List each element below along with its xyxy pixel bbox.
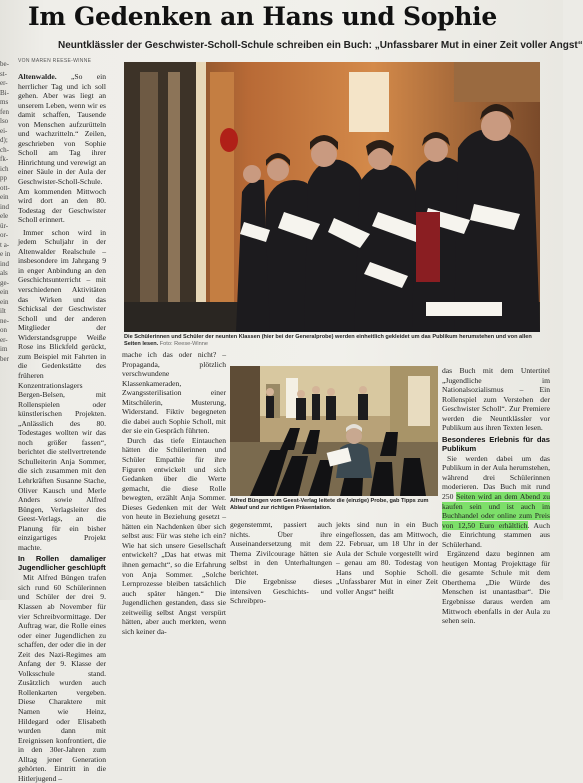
body-paragraph-6: Die Ergebnisse dieses intensiven Geschichts- und Schreibpro-: [230, 577, 332, 606]
cropped-left-column: be- st- er- Bi- ms fen lso ei- d); ch- fk- ich pp ott- ein ind ele ür- or- t a- e in ind als ge- ein ein ilt ne- on er- im ber: [0, 60, 11, 363]
article-column-4: [336, 520, 438, 600]
main-photo: [124, 62, 540, 332]
lead-text: „So ein herrlicher Tag und ich soll gehen. Aber was liegt an unserem Leben, wenn wir es damit schaffen, Tausende von Menschen aufzurütteln und wachzritteln.“ Zeilen, geschrieben von Sophie Scholl am Tag ihrer Hinrichtung und verewigt an einer Säule in der Aula der Geschwister-Scholl-Schule. Am kommenden Mittwoch wird dort an den 80. Todestag der Geschwister Scholl erinnert.: [18, 72, 106, 225]
body-paragraph-3: mache ich das oder nicht? – Propaganda, plötzlich verschwundene Klassenkameraden, Zwangssterilisation einer Mitschülerin, Musterung, Widerstand. Fiktiv begegneten die dabei auch Sophie Scholl, mit der sie ein Gespräch führten.: [122, 350, 226, 436]
body-paragraph-8: das Buch mit dem Untertitel „Jugendliche im Nationalsozialismus – Ein Rollenspiel zum Verstehen der Geschwister Scholl“. Zur Premiere werden die Neuntklässler vor Publikum aus ihren Texten lesen.: [442, 366, 550, 433]
section-heading-1: In Rollen damaliger Jugendlicher geschlüpft: [18, 554, 106, 573]
rehearsal-photo-caption: [230, 498, 440, 512]
body-paragraph-10: Ergänzend dazu beginnen am heutigen Montag Projekttage für die gesamte Schule mit dem Oberthema „Die Würde des Menschen ist unantastbar“. Die Ergebnisse daraus werden am Mittwoch ebenfalls in der Aula zu sehen sein.: [442, 549, 550, 626]
lead-place: Altenwalde.: [18, 72, 57, 81]
body-paragraph-9a: Sie werden dabei um das Publikum in der Aula herumstehen, während drei Schülerinnen moderieren. Das Buch mit rund 250: [442, 453, 550, 502]
body-paragraph-2: Mit Alfred Büngen trafen sich rund 60 Schülerinnen und Schüler der drei 9. Klassen ab November für vier Schreibvormittage. Der Auftrag war, die Rolle eines oder einer Jugendlichen zu schaffen, der oder die in der Zeit des Nazi-Regimes am Anfang der 9. Klasse der Volksschule stand. Zusätzlich wurden auch Rollenkarten vergeben. Diese Charaktere mit Namen wie Heinz, Hildegard oder Elisabeth wurden dann mit Ereignissen konfrontiert, die in den 30er-Jahren zum Alltag jener Generation gehörten. Eintritt in die Hitlerjugend –: [18, 573, 106, 783]
body-paragraph-4: Durch das tiefe Eintauchen hätten die Schülerinnen und Schüler Empathie für ihre Figuren entwickelt und sich Gedanken über die Werte gemacht, die diese Rolle bewegten, erzählt Anja Sommer. Dieses Gedenken mit der Welt von heute in Beziehung gesetzt – hätten ein Nachdenken über sich selbst aus: Für was stehe ich ein? Wie hat sich unsere Gesellschaft entwickelt? „Das hat etwas mit ihnen gemacht“, so die Erfahrung von Anja Sommer. „Solche Lernprozesse bleiben tatsächlich auch später hängen.“ Die Jugendlichen gestanden, dass sie zeitweilig selbst Angst verspürt hätten, aber auch merkten, wenn sich keiner da-: [122, 435, 226, 636]
article-column-3: [230, 520, 332, 606]
body-paragraph-1: Immer schon wird in jedem Schuljahr in der Altenwalder Realschule – insbesondere im Jahrgang 9 in enger Anbindung an den Geschichtsunterricht – mit verschiedenen Aktivitäten das Wirken und das Schicksal der Geschwister Scholl und der anderen Mitglieder der Widerstandsgruppe Weiße Rose ins Blickfeld gerückt, zum Beispiel mit Fahrten in die Gedenkstätte des früheren Konzentrationslagers Bergen-Belsen, mit Rollenspielen oder künstlerischen Projekten. „Anlässlich des 80. Todestages wollten wir das noch größer fassen“, berichtet die stellvertretende Schulleiterin Anja Sommer, die sich zusammen mit den Lehrkräften Susanne Stache, Oliver Kausch und Merle Anders sowie Alfred Büngen, Verlagsleiter des Geest-Verlags, an die Planung für ein bisher einzigartiges Projekt machte.: [18, 227, 106, 552]
body-paragraph-9b: . Auch die Einrichtung stammen aus Schülerhand.: [442, 520, 550, 549]
article-byline: VON MAREN REESE-WINNE: [18, 58, 92, 64]
article-column-5: [442, 366, 550, 626]
article-headline: Im Gedenken an Hans und Sophie: [28, 2, 497, 31]
highlighted-price-text: Seiten wird an dem Abend zu kaufen sein und ist auch im Buchhandel oder online zum Preis von 12,50 Euro erhältlich: [442, 492, 550, 530]
section-heading-2: Besonderes Erlebnis für das Publikum: [442, 434, 550, 453]
article-subhead: Neuntklässler der Geschwister-Scholl-Schule schreiben ein Buch: „Unfassbarer Mut in einer Zeit voller Angst“: [58, 40, 583, 51]
article-column-1: [18, 72, 106, 783]
rehearsal-photo: [230, 366, 438, 496]
main-photo-caption: [124, 334, 544, 348]
second-caption-text: Alfred Büngen vom Geest-Verlag leitete die (einzige) Probe, gab Tipps zum Ablauf und zur richtigen Präsentation.: [230, 498, 429, 511]
main-caption-credit: Foto: Reese-Winne: [159, 341, 208, 347]
body-paragraph-5: gegenstemmt, passiert auch nichts. Über ihre Auseinandersetzung mit dem Thema Zivilcourage hätten sie selbst in den Unterhaltungen berichtet.: [230, 520, 332, 577]
main-caption-text: Die Schülerinnen und Schüler der neunten Klassen (hier bei der Generalprobe) werden einheitlich gekleidet um das Publikum herumstehen und von allen Seiten lesen.: [124, 334, 532, 347]
article-column-2: [122, 350, 226, 636]
body-paragraph-7: jekts sind nun in ein Buch eingeflossen, das am Mittwoch, 22. Februar, um 18 Uhr in der Aula der Schule vorgestellt wird – genau am 80. Todestag von Hans und Sophie Scholl. „Unfassbarer Mut in einer Zeit voller Angst“ heißt: [336, 520, 438, 596]
